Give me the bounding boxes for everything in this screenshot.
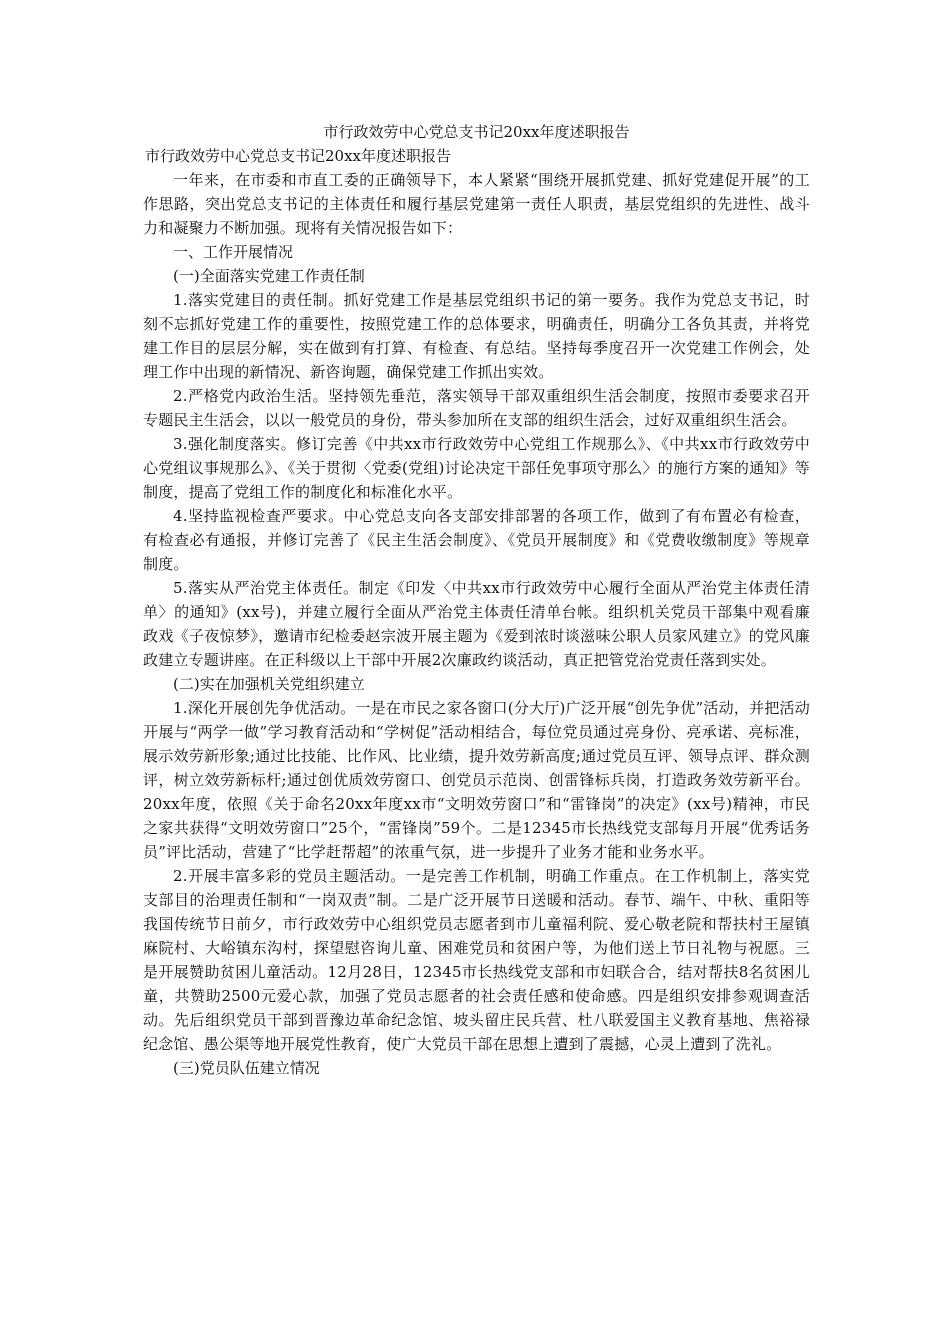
section-heading: (三)党员队伍建立情况 bbox=[173, 1059, 320, 1077]
section-heading: (一)全面落实党建工作责任制 bbox=[173, 267, 365, 285]
paragraph: 4.坚持监视检查严要求。中心党总支向各支部安排部署的各项工作，做到了有布置必有检查，有检查必有通报，并修订完善了《民主生活会制度》、《党员开展制度》和《党费收缴制度》等规章制度。 bbox=[143, 507, 810, 573]
paragraph: 1.落实党建目的责任制。抓好党建工作是基层党组织书记的第一要务。我作为党总支书记，时刻不忘抓好党建工作的重要性，按照党建工作的总体要求，明确责任，明确分工各负其责，并将党建工作目的层层分解，实在做到有打算、有检查、有总结。坚持每季度召开一次党建工作例会，处理工作中出现的新情况、新咨询题，确保党建工作抓出实效。 bbox=[143, 291, 810, 381]
paragraph: 1.深化开展创先争优活动。一是在市民之家各窗口(分大厅)广泛开展“创先争优”活动，并把活动开展与“两学一做”学习教育活动和“学树促”活动相结合，每位党员通过亮身份、亮承诺、亮标准，展示效劳新形象;通过比技能、比作风、比业绩，提升效劳新高度;通过党员互评、领导点评、群众测评，树立效劳新标杆;通过创优质效劳窗口、创党员示范岗、创雷锋标兵岗，打造政务效劳新平台。20xx年度，依照《关于命名20xx年度xx市“文明效劳窗口”和“雷锋岗”的决定》(xx号)精神，市民之家共获得“文明效劳窗口”25个，“雷锋岗”59个。二是12345市长热线党支部每月开展“优秀话务员”评比活动，营建了“比学赶帮超”的浓重气氛，进一步提升了业务才能和业务水平。 bbox=[143, 699, 810, 861]
document-page bbox=[143, 120, 810, 1080]
document-body bbox=[143, 168, 810, 1080]
paragraph: 5.落实从严治党主体责任。制定《印发〈中共xx市行政效劳中心履行全面从严治党主体责任清单〉的通知》(xx号)，并建立履行全面从严治党主体责任清单台帐。组织机关党员干部集中观看廉政戏《子夜惊梦》，邀请市纪检委赵宗波开展主题为《爱到浓时谈滋味公职人员家风建立》的党风廉政建立专题讲座。在正科级以上干部中开展2次廉政约谈活动，真正把管党治党责任落到实处。 bbox=[143, 579, 810, 669]
paragraph: 一年来，在市委和市直工委的正确领导下，本人紧紧“围绕开展抓党建、抓好党建促开展”的工作思路，突出党总支书记的主体责任和履行基层党建第一责任人职责，基层党组织的先进性、战斗力和凝聚力不断加强。现将有关情况报告如下： bbox=[143, 171, 810, 237]
paragraph: 2.严格党内政治生活。坚持领先垂范，落实领导干部双重组织生活会制度，按照市委要求召开专题民主生活会，以以一般党员的身份，带头参加所在支部的组织生活会，过好双重组织生活会。 bbox=[143, 387, 810, 429]
section-heading: 一、工作开展情况 bbox=[173, 243, 294, 261]
paragraph: 3.强化制度落实。修订完善《中共xx市行政效劳中心党组工作规那么》、《中共xx市行政效劳中心党组议事规那么》、《关于贯彻〈党委(党组)讨论决定干部任免事项守那么〉的施行方案的通知》等制度，提高了党组工作的制度化和标准化水平。 bbox=[143, 435, 810, 501]
paragraph: 2.开展丰富多彩的党员主题活动。一是完善工作机制，明确工作重点。在工作机制上，落实党支部目的治理责任制和“一岗双责”制。二是广泛开展节日送暖和活动。春节、端午、中秋、重阳等我国传统节日前夕，市行政效劳中心组织党员志愿者到市儿童福利院、爱心敬老院和帮扶村王屋镇麻院村、大峪镇东沟村，探望慰咨询儿童、困难党员和贫困户等，为他们送上节日礼物与祝愿。三是开展赞助贫困儿童活动。12月28日，12345市长热线党支部和市妇联合合，结对帮扶8名贫困儿童，共赞助2500元爱心款，加强了党员志愿者的社会责任感和使命感。四是组织安排参观调查活动。先后组织党员干部到晋豫边革命纪念馆、坡头留庄民兵营、杜八联爱国主义教育基地、焦裕禄纪念馆、愚公渠等地开展党性教育，使广大党员干部在思想上遭到了震撼，心灵上遭到了洗礼。 bbox=[143, 867, 810, 1053]
document-subtitle: 市行政效劳中心党总支书记20xx年度述职报告 bbox=[145, 147, 452, 165]
section-heading: (二)实在加强机关党组织建立 bbox=[173, 675, 365, 693]
document-title: 市行政效劳中心党总支书记20xx年度述职报告 bbox=[323, 123, 630, 141]
